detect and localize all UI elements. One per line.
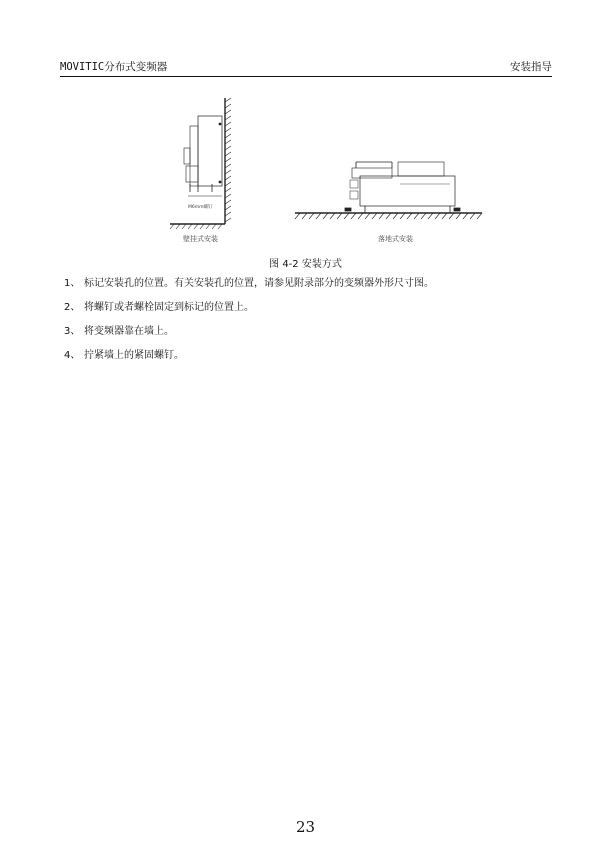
step-number: 4、	[64, 350, 81, 361]
figure-caption-text: 安装方式	[301, 259, 342, 270]
header-product-title: MOVITIC分布式变频器	[60, 61, 168, 73]
floor-mount-label: 落地式安装	[378, 235, 413, 243]
installation-figure	[160, 96, 500, 246]
floor-mount-illustration	[295, 162, 482, 219]
step-text: 拧紧墙上的紧固螺钉。	[84, 350, 184, 361]
step-number: 3、	[64, 326, 81, 337]
figure-caption-number: 图 4-2	[269, 259, 299, 270]
figure-caption	[0, 255, 611, 270]
list-item	[64, 277, 544, 301]
step-number: 1、	[64, 278, 81, 289]
page-number: 23	[295, 818, 316, 836]
step-text: 标记安装孔的位置。有关安装孔的位置，请参见附录部分的变频器外形尺寸图。	[84, 278, 434, 289]
header-section-title: 安装指导	[510, 61, 552, 73]
list-item	[64, 349, 544, 373]
step-text: 将螺钉或者螺栓固定到标记的位置上。	[84, 302, 254, 313]
wall-mount-label: 壁挂式安装	[183, 235, 218, 243]
installation-steps	[64, 277, 544, 373]
page-header	[60, 59, 552, 77]
wall-mount-inner-note: M6mm螺钉	[188, 205, 213, 210]
list-item	[64, 301, 544, 325]
list-item	[64, 325, 544, 349]
step-text: 将变频器靠在墙上。	[84, 326, 174, 337]
step-number: 2、	[64, 302, 81, 313]
